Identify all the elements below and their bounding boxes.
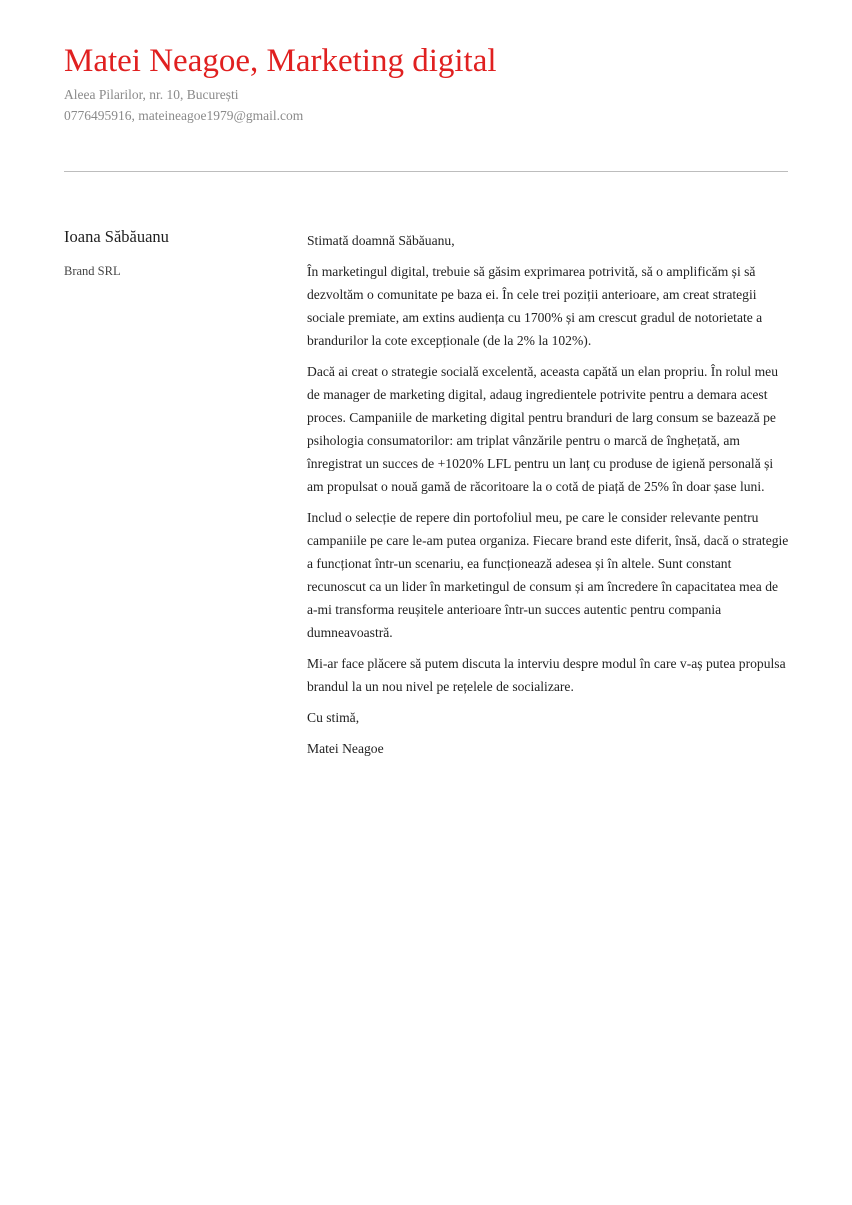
recipient-block bbox=[64, 226, 264, 280]
letter-closing: Cu stimă, bbox=[307, 710, 360, 725]
sender-name: Matei Neagoe, Marketing digital bbox=[64, 43, 497, 79]
sender-phone-email: 0776495916, mateineagoe1979@gmail.com bbox=[64, 108, 304, 123]
letter-header bbox=[64, 40, 788, 126]
recipient-name: Ioana Săbăuanu bbox=[64, 227, 169, 246]
letter-body bbox=[307, 229, 791, 768]
sender-contact bbox=[64, 84, 788, 126]
letter-paragraph: Includ o selecție de repere din portofoliul meu, pe care le consider relevante pentru campaniile pe care le-am putea organiza. Fiecare brand este diferit, însă, dacă o strategie a funcționat într-un scenariu, ea funcționează adesea și în altele. Sunt constant recunoscut ca un lider în marketingul de consum și am încredere în capacitatea mea de a-mi transforma reușitele anterioare într-un succes autentic pentru compania dumneavoastră. bbox=[307, 510, 789, 640]
sender-address: Aleea Pilarilor, nr. 10, București bbox=[64, 87, 239, 102]
recipient-company: Brand SRL bbox=[64, 264, 121, 278]
header-divider bbox=[64, 171, 788, 172]
letter-paragraph: Dacă ai creat o strategie socială excelentă, aceasta capătă un elan propriu. În rolul meu de manager de marketing digital, adaug ingredientele potrivite pentru a demara acest proces. Campaniile de marketing digital pentru branduri de larg consum se bazează pe psihologia consumatorilor: am triplat vânzările pentru o marcă de înghețată, am înregistrat un succes de +1020% LFL pentru un lanț cu produse de igienă personală și am propulsat o nouă gamă de răcoritoare la o cotă de piață de 25% în doar șase luni. bbox=[307, 364, 779, 494]
letter-signature: Matei Neagoe bbox=[307, 741, 384, 756]
letter-paragraph: În marketingul digital, trebuie să găsim exprimarea potrivită, să o amplificăm și să dezvoltăm o comunitate pe baza ei. În cele trei poziții anterioare, am creat strategii sociale premiate, am extins audiența cu 1700% și am crescut gradul de notorietate a brandurilor la cote excepționale (de la 2% la 102%). bbox=[307, 264, 763, 348]
letter-greeting: Stimată doamnă Săbăuanu, bbox=[307, 233, 455, 248]
letter-paragraph: Mi-ar face plăcere să putem discuta la interviu despre modul în care v-aș putea propulsa brandul la un nou nivel pe rețelele de socializare. bbox=[307, 656, 786, 694]
